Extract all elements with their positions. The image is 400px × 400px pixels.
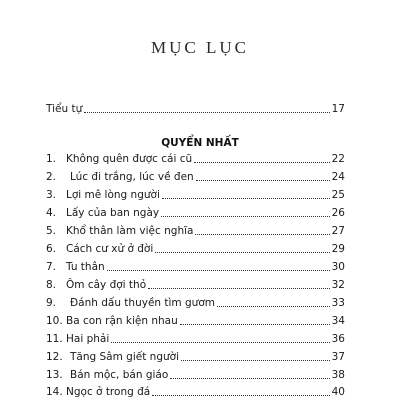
- toc-entry-number: 4.: [46, 207, 57, 219]
- dot-leader: [194, 162, 329, 163]
- toc-entry-title: Cách cư xử ở đời: [66, 243, 154, 255]
- toc-entry-number: 10.: [46, 315, 63, 327]
- toc-entry-number: 7.: [46, 261, 57, 273]
- dot-leader: [152, 395, 329, 396]
- toc-entry-page: 34: [331, 315, 345, 327]
- toc-entry-page: 32: [331, 279, 345, 291]
- toc-entry-title: Đánh dấu thuyền tìm gươm: [70, 297, 215, 309]
- toc-entry[interactable]: [46, 278, 345, 292]
- toc-entry[interactable]: [46, 350, 345, 364]
- dot-leader: [180, 324, 330, 325]
- toc-entry-title: Lấy của ban ngày: [66, 207, 160, 219]
- toc-entry[interactable]: [46, 314, 345, 328]
- toc-entry-number: 8.: [46, 279, 57, 291]
- toc-entry-number: 14.: [46, 386, 63, 398]
- dot-leader: [181, 360, 330, 361]
- toc-entry-title: Tăng Sâm giết người: [70, 351, 179, 363]
- section-heading: QUYỂN NHẤT: [161, 137, 239, 149]
- toc-entry[interactable]: [46, 296, 345, 310]
- toc-entry[interactable]: [46, 152, 345, 166]
- toc-entry-title: Ngọc ở trong đá: [66, 386, 151, 398]
- toc-entry[interactable]: [46, 188, 345, 202]
- page-title: MỤC LỤC: [151, 38, 249, 57]
- toc-entry[interactable]: [46, 242, 345, 256]
- toc-entry-page: 33: [331, 297, 345, 309]
- toc-entry-page: 26: [331, 207, 345, 219]
- toc-entry[interactable]: [46, 385, 345, 399]
- toc-entry-title: Ôm cây đợi thỏ: [66, 279, 147, 291]
- toc-entry-title: Hai phải: [66, 333, 110, 345]
- toc-entry[interactable]: [46, 332, 345, 346]
- toc-entry[interactable]: [46, 224, 345, 238]
- toc-entry-number: 3.: [46, 189, 57, 201]
- dot-leader: [170, 378, 329, 379]
- toc-entry-title: Ba con rận kiện nhau: [66, 315, 178, 327]
- toc-entry[interactable]: [46, 260, 345, 274]
- toc-entry-title: Lúc đi trắng, lúc về đen: [70, 171, 194, 183]
- toc-entry-page: 17: [331, 103, 345, 115]
- toc-entry-number: 12.: [46, 351, 63, 363]
- toc-entry-page: 29: [331, 243, 345, 255]
- dot-leader: [111, 342, 329, 343]
- toc-entry-number: 13.: [46, 369, 63, 381]
- dot-leader: [84, 112, 329, 113]
- toc-entry-number: 2.: [46, 171, 57, 183]
- toc-entry-page: 40: [331, 386, 345, 398]
- toc-entry-page: 24: [331, 171, 345, 183]
- toc-entry-number: 11.: [46, 333, 63, 345]
- toc-entry-preface[interactable]: [46, 102, 345, 116]
- toc-entry-title: Lợi mê lòng người: [66, 189, 160, 201]
- toc-entry[interactable]: [46, 170, 345, 184]
- toc-entry-page: 37: [331, 351, 345, 363]
- dot-leader: [162, 198, 330, 199]
- toc-entry-title: Không quên được cái cũ: [66, 153, 193, 165]
- dot-leader: [217, 306, 330, 307]
- toc-entry-title: Bán mộc, bán giáo: [70, 369, 169, 381]
- toc-entry-title: Tu thân: [66, 261, 105, 273]
- toc-entry-page: 30: [331, 261, 345, 273]
- toc-entry-page: 25: [331, 189, 345, 201]
- dot-leader: [196, 180, 330, 181]
- toc-entry-page: 27: [331, 225, 345, 237]
- dot-leader: [161, 216, 330, 217]
- toc-entry-title: Tiểu tự: [46, 103, 83, 115]
- toc-entry-page: 38: [331, 369, 345, 381]
- toc-entry-page: 22: [331, 153, 345, 165]
- toc-entry-number: 6.: [46, 243, 57, 255]
- toc-entry-number: 9.: [46, 297, 57, 309]
- toc-entry[interactable]: [46, 206, 345, 220]
- dot-leader: [148, 288, 329, 289]
- toc-entry-number: 5.: [46, 225, 57, 237]
- dot-leader: [155, 252, 329, 253]
- dot-leader: [107, 270, 330, 271]
- toc-entry[interactable]: [46, 368, 345, 382]
- toc-entry-page: 36: [331, 333, 345, 345]
- dot-leader: [195, 234, 329, 235]
- toc-entry-title: Khổ thân làm việc nghĩa: [66, 225, 194, 237]
- toc-entry-number: 1.: [46, 153, 57, 165]
